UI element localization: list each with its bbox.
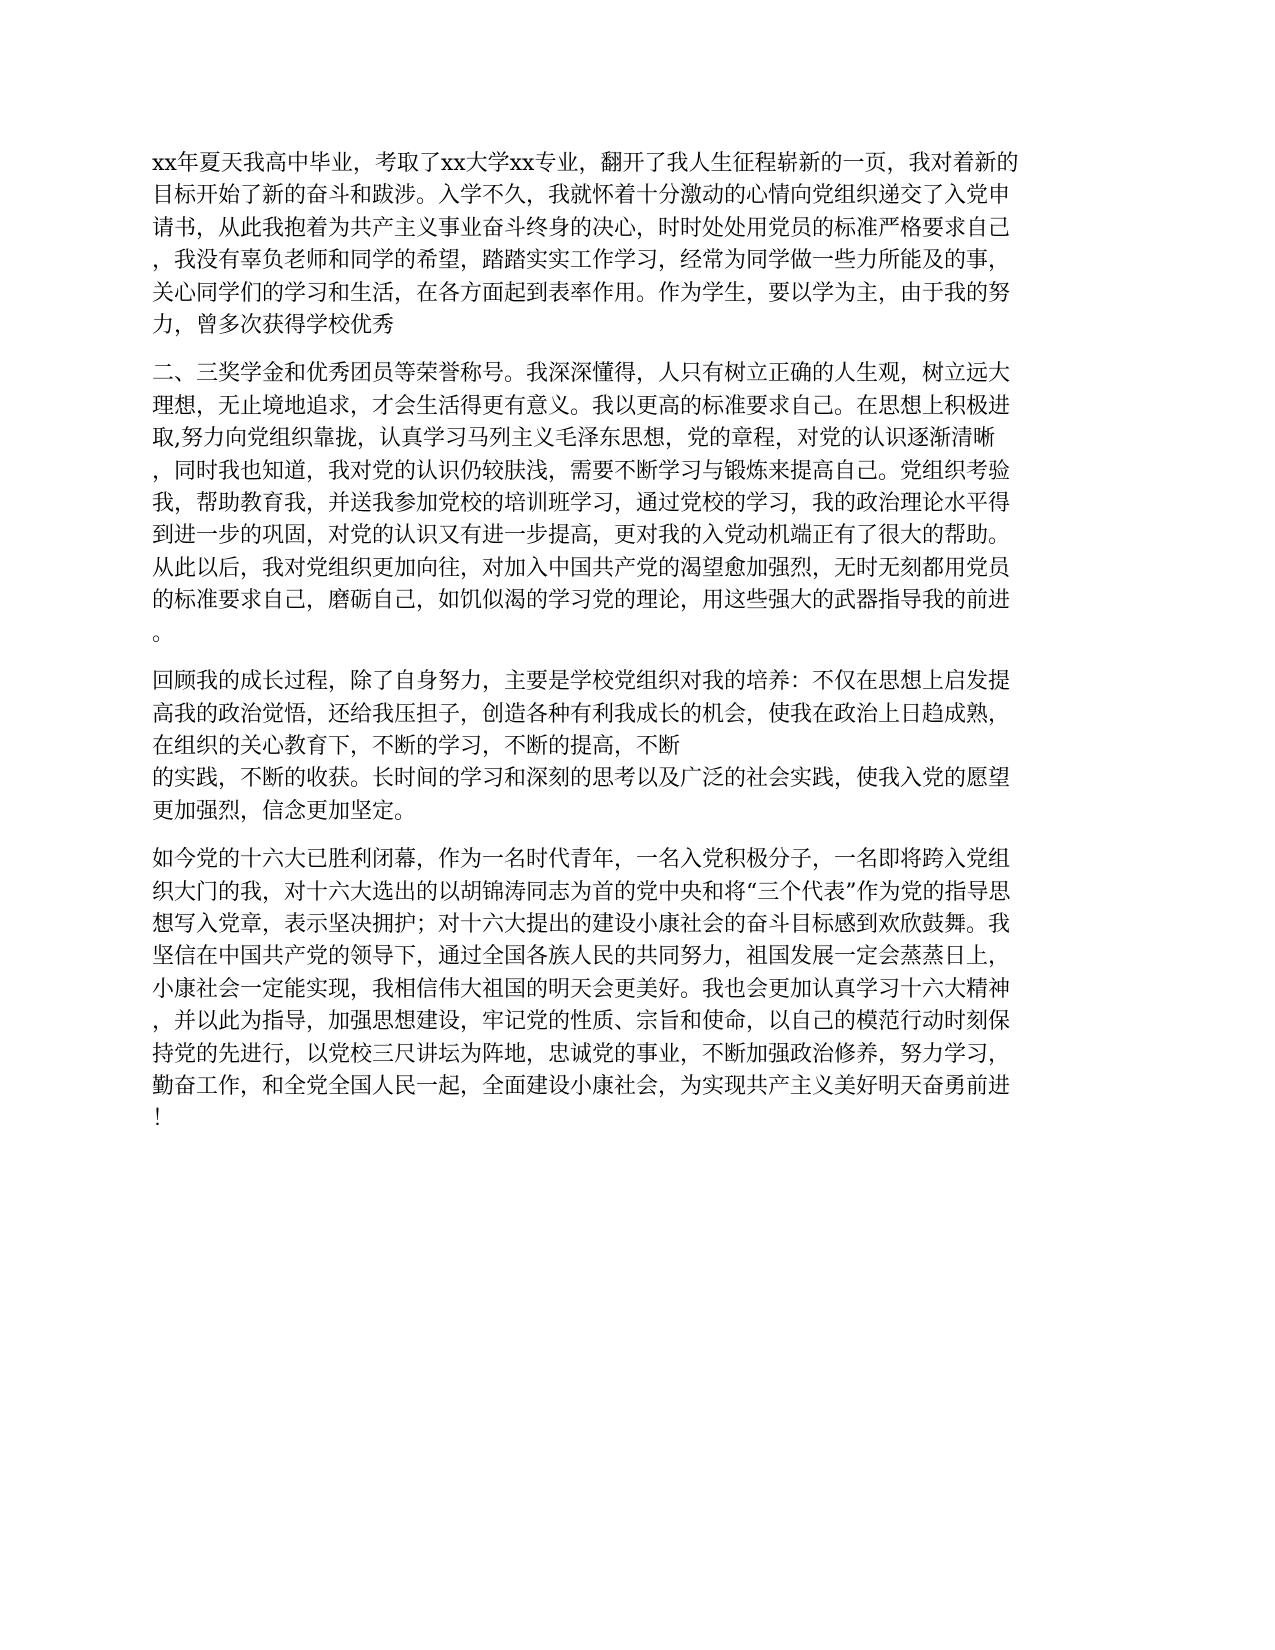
- text-line: 理想，无止境地追求，才会生活得更有意义。我以更高的标准要求自己。在思想上积极进: [152, 393, 1011, 419]
- text-line: 请书，从此我抱着为共产主义事业奋斗终身的决心，时时处处用党员的标准严格要求自己: [152, 215, 1011, 241]
- text-line: 二、三奖学金和优秀团员等荣誉称号。我深深懂得，人只有树立正确的人生观，树立远大: [152, 361, 1011, 387]
- text-line: 勤奋工作，和全党全国人民一起，全面建设小康社会，为实现共产主义美好明天奋勇前进: [152, 1073, 1011, 1099]
- text-line: ，我没有辜负老师和同学的希望，踏踏实实工作学习，经常为同学做一些力所能及的事，: [152, 248, 1011, 274]
- document-body: [152, 148, 1124, 1152]
- paragraph-2: [152, 358, 1124, 650]
- text-line: 如今党的十六大已胜利闭幕，作为一名时代青年，一名入党积极分子，一名即将跨入党组: [152, 847, 1011, 873]
- text-line: ！: [152, 1106, 175, 1132]
- text-line: 小康社会一定能实现，我相信伟大祖国的明天会更美好。我也会更加认真学习十六大精神: [152, 976, 1011, 1002]
- text-line: 更加强烈，信念更加坚定。: [152, 798, 417, 824]
- text-line: 从此以后，我对党组织更加向往，对加入中国共产党的渴望愈加强烈，无时无刻都用党员: [152, 555, 1011, 581]
- text-line: 坚信在中国共产党的领导下，通过全国各族人民的共同努力，祖国发展一定会蒸蒸日上，: [152, 944, 1011, 970]
- text-line: ，同时我也知道，我对党的认识仍较肤浅，需要不断学习与锻炼来提高自己。党组织考验: [152, 458, 1011, 484]
- text-line: 关心同学们的学习和生活，在各方面起到表率作用。作为学生，要以学为主，由于我的努: [152, 280, 1011, 306]
- text-line: 到进一步的巩固，对党的认识又有进一步提高，更对我的入党动机端正有了很大的帮助。: [152, 523, 1011, 549]
- text-line: 持党的先进行，以党校三尺讲坛为阵地，忠诚党的事业，不断加强政治修养，努力学习，: [152, 1041, 1011, 1067]
- text-line: 。: [152, 620, 175, 646]
- text-line: 的标准要求自己，磨砺自己，如饥似渴的学习党的理论，用这些强大的武器指导我的前进: [152, 588, 1011, 614]
- text-line: 高我的政治觉悟，还给我压担子，创造各种有利我成长的机会，使我在政治上日趋成熟，: [152, 701, 1011, 727]
- text-line: xx年夏天我高中毕业，考取了xx大学xx专业，翻开了我人生征程崭新的一页，我对着新的: [152, 151, 1019, 176]
- text-line: 力，曾多次获得学校优秀: [152, 313, 395, 339]
- text-line: 织大门的我，对十六大选出的以胡锦涛同志为首的党中央和将“三个代表”作为党的指导思: [152, 879, 1011, 905]
- text-line: 我，帮助教育我，并送我参加党校的培训班学习，通过党校的学习，我的政治理论水平得: [152, 491, 1011, 517]
- paragraph-3: [152, 666, 1124, 828]
- text-line: 回顾我的成长过程，除了自身努力，主要是学校党组织对我的培养：不仅在思想上启发提: [152, 669, 1011, 695]
- text-line: 想写入党章，表示坚决拥护；对十六大提出的建设小康社会的奋斗目标感到欢欣鼓舞。我: [152, 911, 1011, 937]
- paragraph-1: [152, 148, 1124, 342]
- paragraph-4: [152, 844, 1124, 1136]
- text-line: 取,努力向党组织靠拢，认真学习马列主义毛泽东思想，党的章程，对党的认识逐渐清晰: [152, 426, 995, 452]
- text-line: 的实践，不断的收获。长时间的学习和深刻的思考以及广泛的社会实践，使我入党的愿望: [152, 766, 1011, 792]
- text-line: 在组织的关心教育下，不断的学习，不断的提高，不断: [152, 733, 681, 759]
- text-line: ，并以此为指导，加强思想建设，牢记党的性质、宗旨和使命，以自己的模范行动时刻保: [152, 1009, 1011, 1035]
- text-line: 目标开始了新的奋斗和跋涉。入学不久，我就怀着十分激动的心情向党组织递交了入党申: [152, 183, 1011, 209]
